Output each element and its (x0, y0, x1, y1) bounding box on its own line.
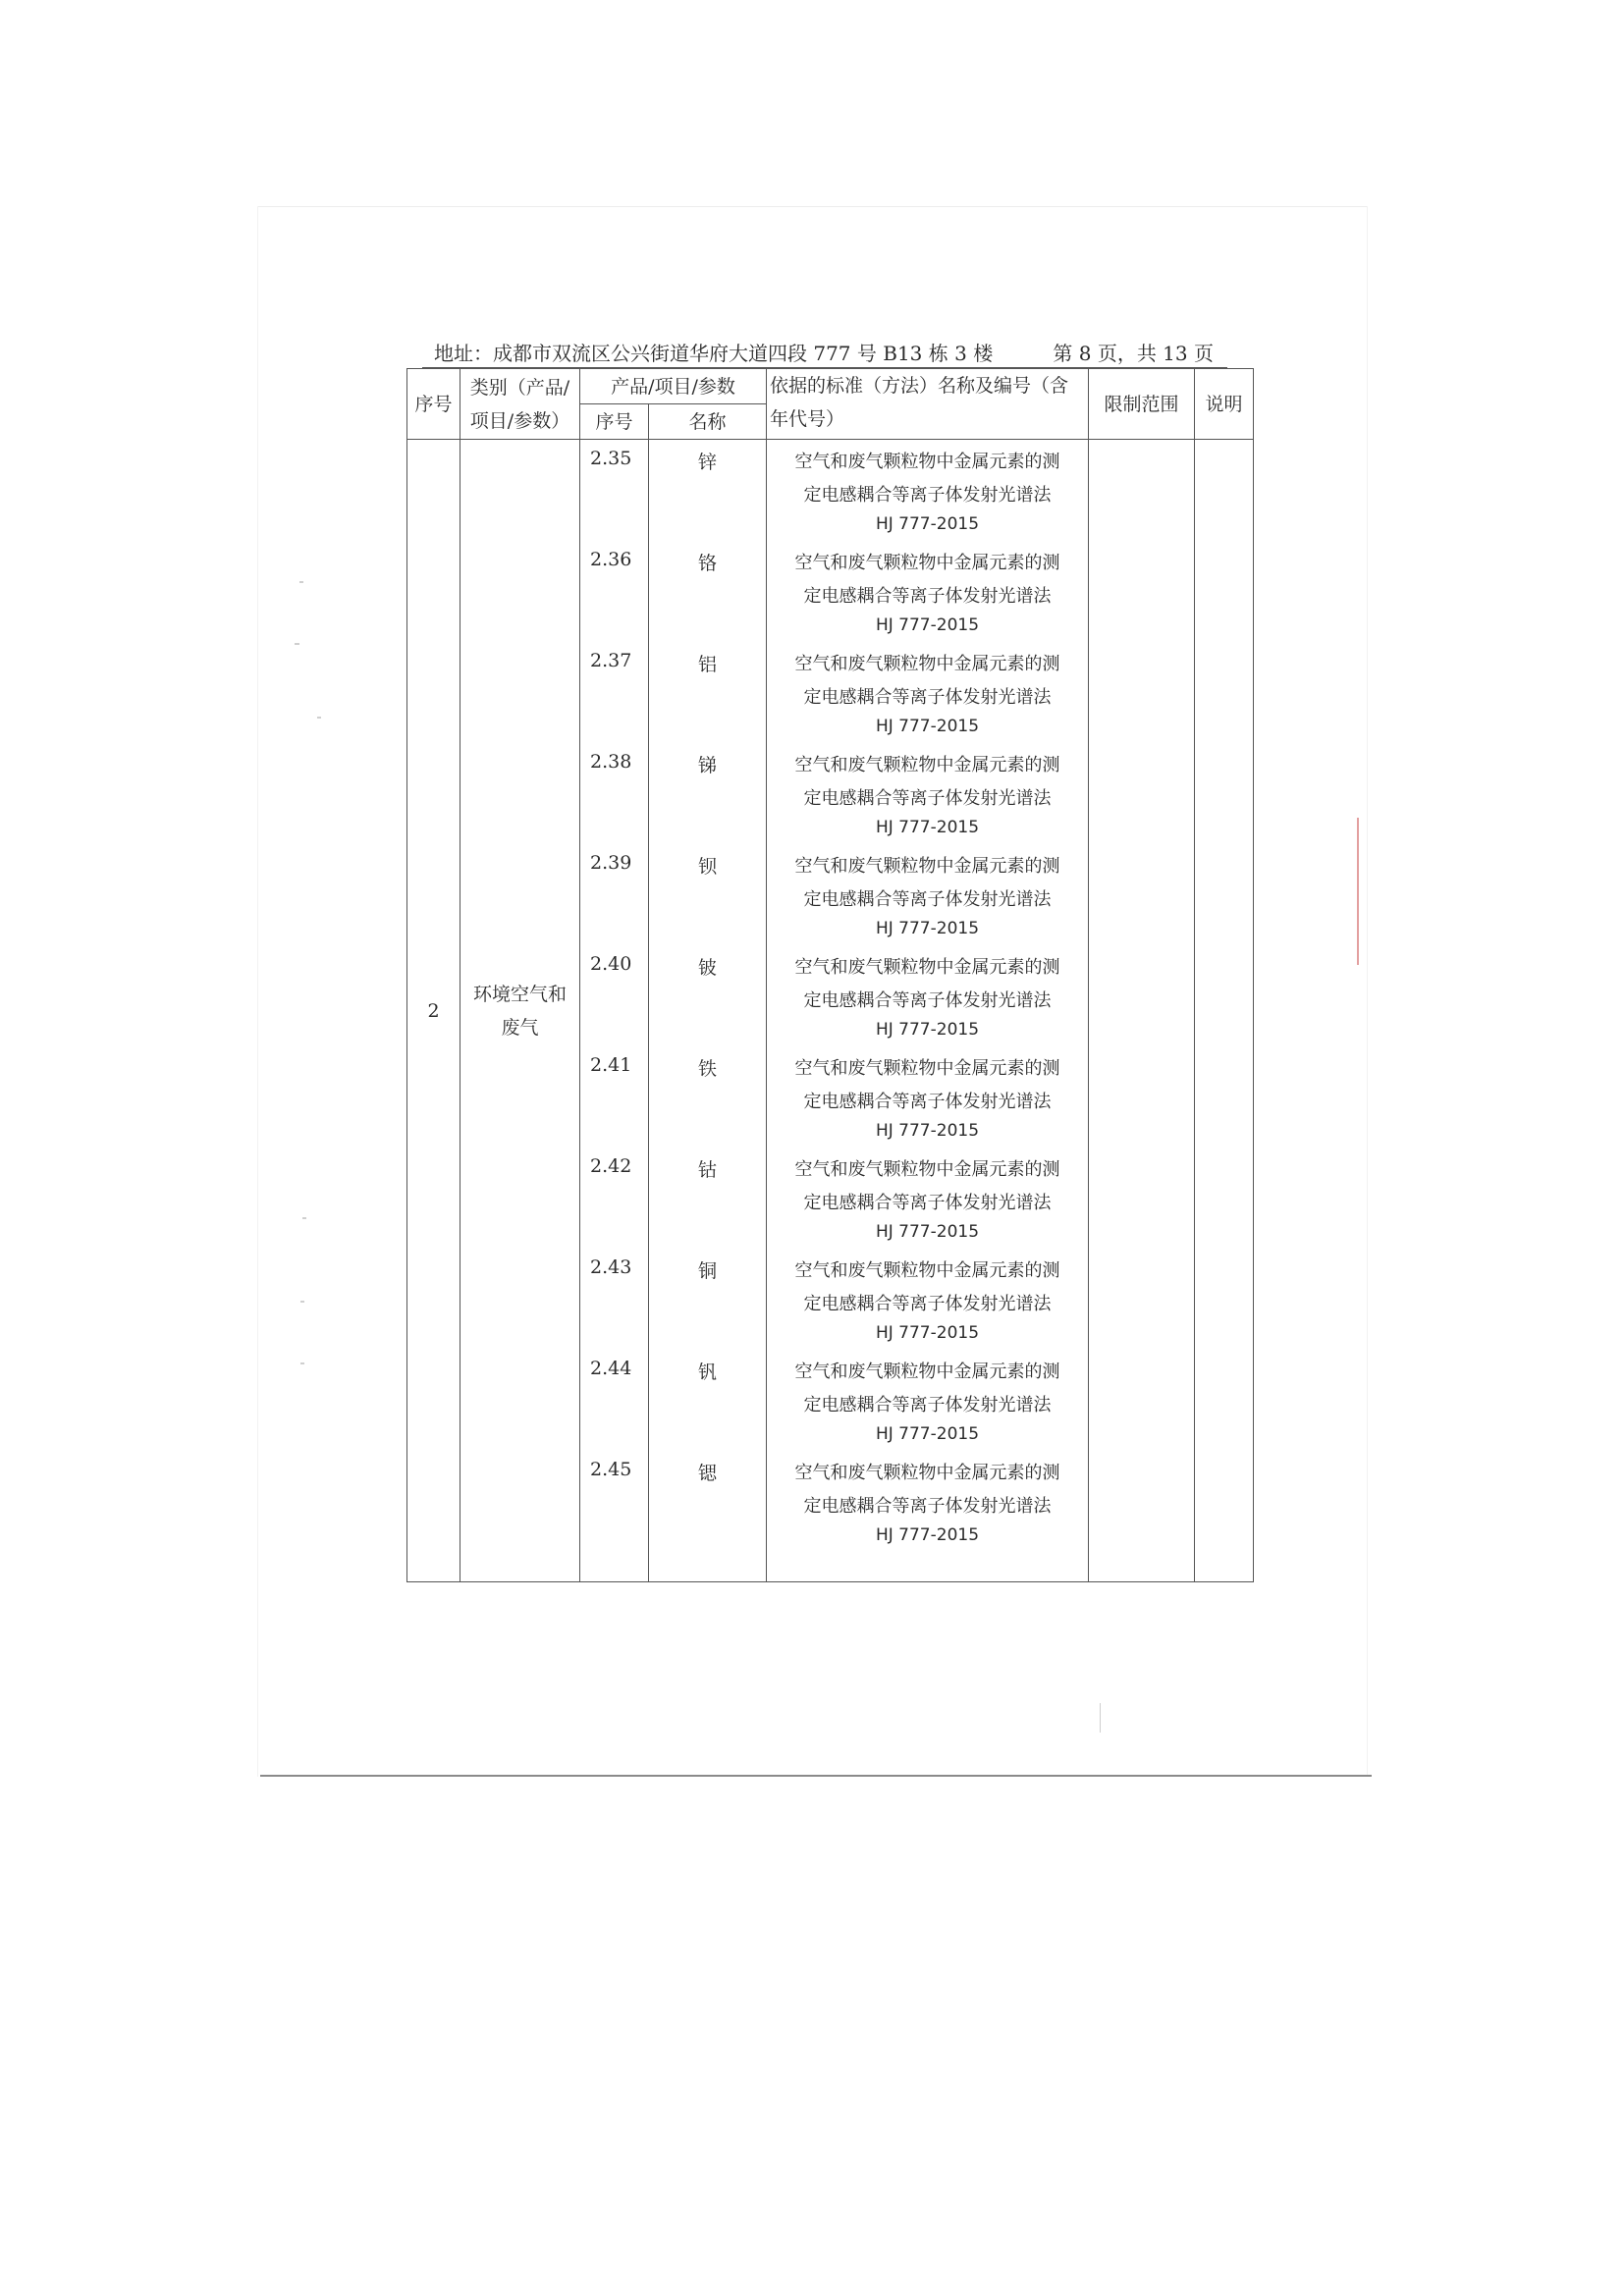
standard-title-line1: 空气和废气颗粒物中金属元素的测 (794, 1463, 1060, 1483)
list-item (767, 440, 1088, 541)
item-number: 2.45 (590, 1459, 632, 1480)
col-note-header: 说明 (1195, 369, 1254, 440)
item-name: 锶 (697, 1463, 717, 1484)
list-item (580, 1249, 648, 1350)
item-name: 锑 (697, 755, 717, 776)
item-name: 铝 (697, 654, 717, 675)
standard-title-line2: 定电感耦合等离子体发射光谱法 (803, 889, 1052, 910)
list-item (580, 440, 648, 541)
red-stamp-mark (1357, 818, 1373, 965)
standard-title-line1: 空气和废气颗粒物中金属元素的测 (794, 856, 1060, 877)
list-item (580, 1350, 648, 1451)
scan-speck (300, 1362, 304, 1364)
list-item (649, 642, 766, 743)
standard-title-line1: 空气和废气颗粒物中金属元素的测 (794, 553, 1060, 573)
standard-code: HJ 777-2015 (875, 514, 980, 534)
sub-name-column (649, 440, 767, 1582)
item-name: 铁 (697, 1058, 717, 1080)
list-item (580, 844, 648, 945)
scan-line (1100, 1703, 1101, 1733)
scan-speck (317, 717, 321, 719)
standard-title-line1: 空气和废气颗粒物中金属元素的测 (794, 1159, 1060, 1180)
list-item (649, 945, 766, 1046)
list-item (649, 1451, 766, 1552)
list-item (580, 1451, 648, 1552)
standard-title-line1: 空气和废气颗粒物中金属元素的测 (794, 1362, 1060, 1382)
item-number: 2.39 (590, 852, 632, 874)
list-item (767, 642, 1088, 743)
page-header (422, 341, 1227, 366)
standard-title-line2: 定电感耦合等离子体发射光谱法 (803, 1395, 1052, 1415)
list-item (767, 743, 1088, 844)
list-item (649, 743, 766, 844)
item-name: 钡 (697, 856, 717, 878)
item-number: 2.38 (590, 751, 632, 773)
list-item (580, 642, 648, 743)
scan-speck (299, 581, 303, 583)
standard-title-line2: 定电感耦合等离子体发射光谱法 (803, 687, 1052, 708)
list-item (767, 1249, 1088, 1350)
standard-title-line2: 定电感耦合等离子体发射光谱法 (803, 788, 1052, 809)
list-item (767, 844, 1088, 945)
item-name: 锌 (697, 452, 717, 473)
accreditation-table (406, 368, 1254, 1582)
standard-title-line2: 定电感耦合等离子体发射光谱法 (803, 485, 1052, 506)
note-column (1195, 440, 1254, 1582)
item-number: 2.44 (590, 1358, 632, 1379)
standard-title-line1: 空气和废气颗粒物中金属元素的测 (794, 957, 1060, 978)
address-text: 地址：成都市双流区公兴街道华府大道四段 777 号 B13 栋 3 楼 (434, 342, 994, 365)
col-sub-seq-header: 序号 (580, 404, 649, 440)
col-limit-header: 限制范围 (1089, 369, 1195, 440)
col-sub-name-header: 名称 (649, 404, 767, 440)
standard-title-line1: 空气和废气颗粒物中金属元素的测 (794, 755, 1060, 775)
col-standard-header: 依据的标准（方法）名称及编号（含 年代号） (767, 369, 1089, 440)
item-number: 2.42 (590, 1155, 632, 1177)
limit-column (1089, 440, 1195, 1582)
row-seq-cell: 2 (407, 440, 460, 1582)
list-item (767, 541, 1088, 642)
item-name: 铜 (697, 1260, 717, 1282)
item-name: 铍 (697, 957, 717, 979)
standard-code: HJ 777-2015 (875, 1121, 980, 1141)
scan-edge-left (257, 206, 258, 1777)
list-item (580, 1148, 648, 1249)
item-number: 2.37 (590, 650, 632, 671)
list-item (580, 945, 648, 1046)
list-item (580, 541, 648, 642)
standard-title-line2: 定电感耦合等离子体发射光谱法 (803, 1092, 1052, 1112)
list-item (649, 541, 766, 642)
bottom-rule (260, 1775, 1372, 1777)
col-category-header: 类别（产品/ 项目/参数） (460, 369, 580, 440)
item-name: 铬 (697, 553, 717, 574)
scan-edge-top (257, 206, 1367, 207)
standard-title-line2: 定电感耦合等离子体发射光谱法 (803, 1193, 1052, 1213)
standard-title-line1: 空气和废气颗粒物中金属元素的测 (794, 1058, 1060, 1079)
item-number: 2.40 (590, 953, 632, 975)
standard-code: HJ 777-2015 (875, 1323, 980, 1343)
list-item (580, 743, 648, 844)
scan-speck (300, 1301, 304, 1303)
standard-code: HJ 777-2015 (875, 615, 980, 635)
scan-edge-right (1367, 206, 1368, 1777)
list-item (767, 1046, 1088, 1148)
list-item (767, 1451, 1088, 1552)
standard-title-line2: 定电感耦合等离子体发射光谱法 (803, 990, 1052, 1011)
standard-code: HJ 777-2015 (875, 1424, 980, 1444)
standard-column (767, 440, 1089, 1582)
standard-title-line1: 空气和废气颗粒物中金属元素的测 (794, 654, 1060, 674)
standard-title-line2: 定电感耦合等离子体发射光谱法 (803, 586, 1052, 607)
col-product-group-header: 产品/项目/参数 (580, 369, 767, 404)
sub-seq-column (580, 440, 649, 1582)
standard-title-line1: 空气和废气颗粒物中金属元素的测 (794, 452, 1060, 472)
item-name: 钴 (697, 1159, 717, 1181)
item-number: 2.35 (590, 448, 632, 469)
list-item (580, 1046, 648, 1148)
standard-code: HJ 777-2015 (875, 1525, 980, 1545)
standard-title-line2: 定电感耦合等离子体发射光谱法 (803, 1294, 1052, 1314)
standard-title-line1: 空气和废气颗粒物中金属元素的测 (794, 1260, 1060, 1281)
scan-speck (295, 643, 299, 645)
header-row-1 (407, 369, 1254, 404)
standard-code: HJ 777-2015 (875, 717, 980, 736)
data-row (407, 440, 1254, 1582)
col-seq-header: 序号 (407, 369, 460, 440)
list-item (767, 945, 1088, 1046)
list-item (649, 1249, 766, 1350)
list-item (767, 1148, 1088, 1249)
item-name: 钒 (697, 1362, 717, 1383)
item-number: 2.43 (590, 1256, 632, 1278)
standard-title-line2: 定电感耦合等离子体发射光谱法 (803, 1496, 1052, 1517)
list-item (649, 844, 766, 945)
list-item (649, 1046, 766, 1148)
list-item (649, 1148, 766, 1249)
list-item (649, 440, 766, 541)
list-item (649, 1350, 766, 1451)
standard-code: HJ 777-2015 (875, 818, 980, 837)
page-number: 第 8 页，共 13 页 (1053, 342, 1214, 365)
standard-code: HJ 777-2015 (875, 1222, 980, 1242)
category-cell: 环境空气和 废气 (460, 440, 580, 1582)
standard-code: HJ 777-2015 (875, 1020, 980, 1040)
item-number: 2.36 (590, 549, 632, 570)
item-number: 2.41 (590, 1054, 632, 1076)
standard-code: HJ 777-2015 (875, 919, 980, 938)
list-item (767, 1350, 1088, 1451)
scan-speck (302, 1217, 306, 1219)
